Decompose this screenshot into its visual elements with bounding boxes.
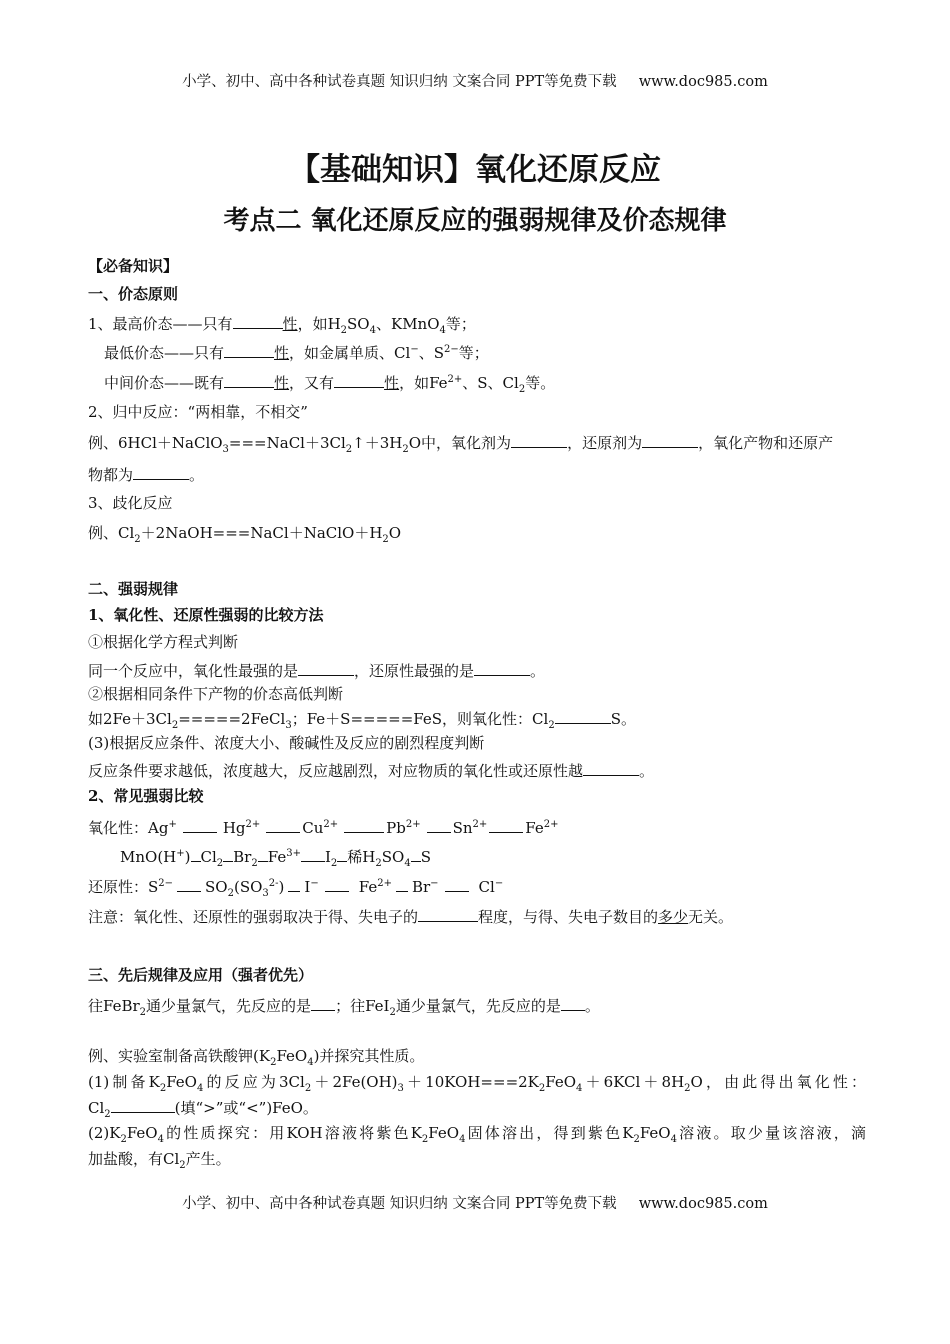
reducing-series: 还原性：$S^{2-}$ $SO_2(SO_3^{2-})$ I− $Fe^{2+}$ Br− Cl− <box>88 878 504 899</box>
text-line: $(2)K_2FeO_4$的性质探究：用KOH溶液将紫色$K_2FeO_4$固体溶出，得到紫色$K_2FeO_4$溶液。取少量该溶液，滴 <box>88 1124 866 1145</box>
page-title: 【基础知识】氧化还原反应 <box>289 152 661 188</box>
text-line: 1、最高价态——只有 性，如$H_2SO_4$、KMnO$_4$等； <box>88 315 476 336</box>
text-line: ②根据相同条件下产物的价态高低判断 <box>88 685 344 703</box>
oxidizing-series-2: MnO(H+) $Cl_2$ $Br_2$ $Fe^{3+}$ $I_2$ 稀$H_2SO_4$ S <box>120 848 431 869</box>
text-line: 反应条件要求越低，浓度越大，反应越剧烈，对应物质的氧化性或还原性越 。 <box>88 762 655 780</box>
text-line: (3)根据反应条件、浓度大小、酸碱性及反应的剧烈程度判断 <box>88 734 485 752</box>
text-line: 加盐酸，有$Cl_2$产生。 <box>88 1150 231 1171</box>
header-text: 小学、初中、高中各种试卷真题 知识归纳 文案合同 PPT等免费下载 <box>182 74 617 90</box>
page-header <box>0 70 950 91</box>
header-url[interactable]: www.doc985.com <box>638 74 768 90</box>
text-line: 例、$Cl_2+2NaOH===NaCl+NaClO+H_2O$ <box>88 524 402 545</box>
text-line: $Cl_2$ (填“>”或“<”)FeO。 <box>88 1099 318 1120</box>
text-line: 往FeBr$_2$通少量氯气，先反应的是 ；往FeI$_2$通少量氯气，先反应的是 。 <box>88 997 600 1018</box>
page-subtitle: 考点二 氧化还原反应的强弱规律及价态规律 <box>223 206 727 236</box>
section-heading: 二、强弱规律 <box>88 580 179 598</box>
text-line: 同一个反应中，氧化性最强的是 ，还原性最强的是 。 <box>88 662 546 680</box>
oxidizing-series: 氧化性：Ag+ $Hg^{2+}$ $Cu^{2+}$ $Pb^{2+}$ $Sn^{2+}$ $Fe^{2+}$ <box>88 819 559 837</box>
text-line: (1)制备$K_2FeO_4$的反应为$3Cl_2+2Fe(OH)_3+10KOH===2K_2FeO_4+6KCl+8H_2O$，由此得出氧化性： <box>88 1073 866 1094</box>
note-line: 注意：氧化性、还原性的强弱取决于得、失电子的 程度，与得、失电子数目的多少无关。 <box>88 908 734 926</box>
subsection-heading: 1、氧化性、还原性强弱的比较方法 <box>88 606 324 624</box>
subsection-heading: 2、常见强弱比较 <box>88 787 204 805</box>
section-label: 【必备知识】 <box>88 257 179 275</box>
text-line: 例、$6HCl+NaClO_3===NaCl+3Cl_2↑+3H_2O$中，氧化剂为 ，还原剂为 ，氧化产物和还原产 <box>88 434 834 455</box>
text-line: ①根据化学方程式判断 <box>88 633 239 651</box>
text-line: 3、歧化反应 <box>88 494 173 512</box>
footer-text: 小学、初中、高中各种试卷真题 知识归纳 文案合同 PPT等免费下载 <box>182 1196 617 1212</box>
footer-url[interactable]: www.doc985.com <box>638 1196 768 1212</box>
text-line: 最低价态——只有 性，如金属单质、Cl−、$S^{2-}$等； <box>104 344 489 362</box>
text-line: 例、实验室制备高铁酸钾$(K_2FeO_4)$并探究其性质。 <box>88 1047 425 1068</box>
text-line: 2、归中反应：“两相靠，不相交” <box>88 403 308 421</box>
section-heading: 一、价态原则 <box>88 285 179 303</box>
page-footer <box>0 1192 950 1213</box>
text-line: 中间价态——既有 性，又有 性，如$Fe^{2+}$、S、$Cl_2$等。 <box>104 374 556 395</box>
text-line: 如$2Fe+3Cl_2=====2FeCl_3$；Fe＋S=====FeS，则氧化性：$Cl_2$ S。 <box>88 710 636 731</box>
section-heading: 三、先后规律及应用（强者优先） <box>88 966 314 984</box>
text-line: 物都为 。 <box>88 466 205 484</box>
